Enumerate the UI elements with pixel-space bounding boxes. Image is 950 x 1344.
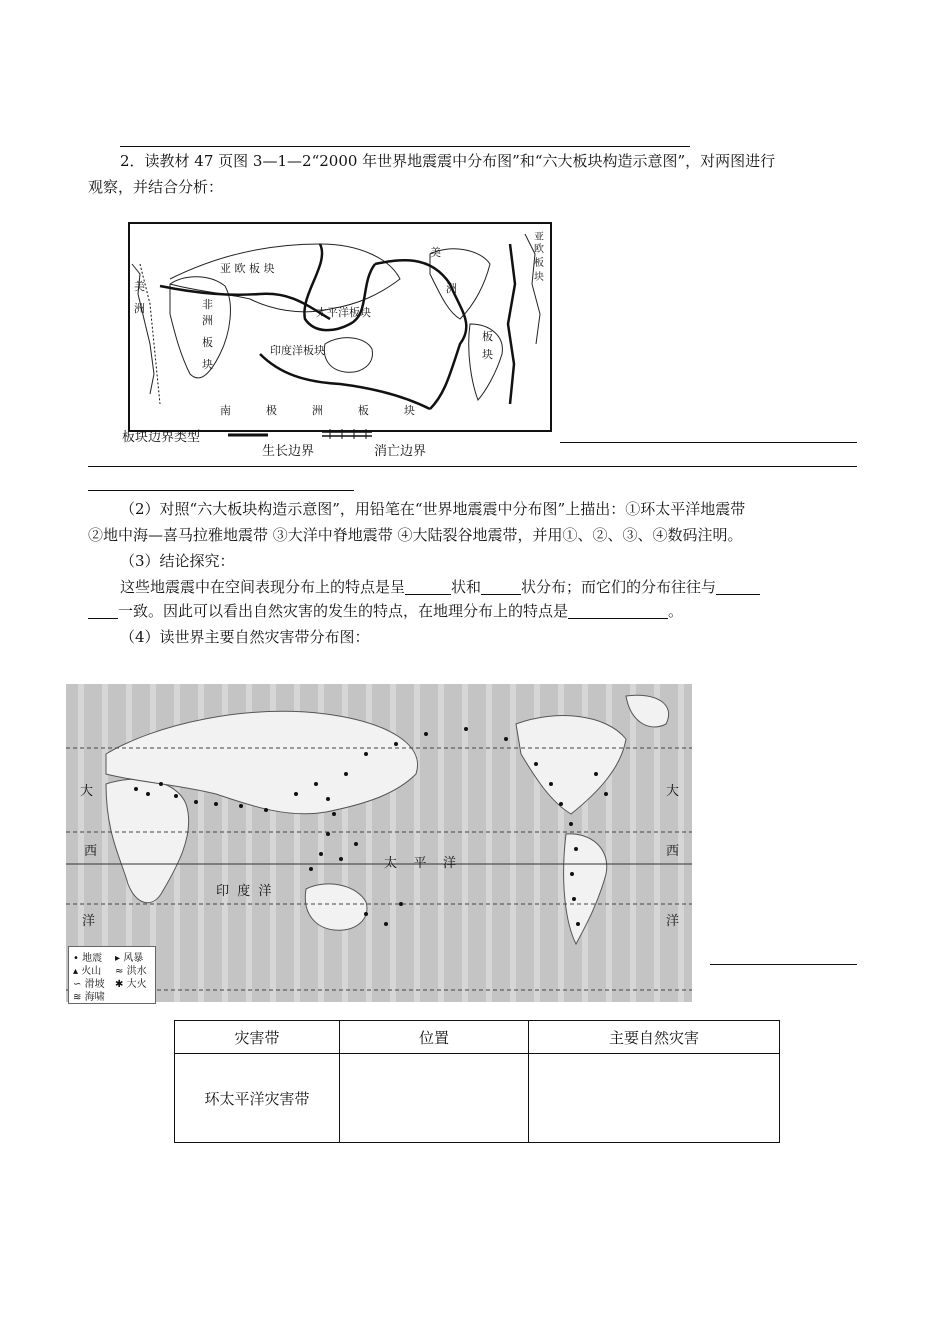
australia-outline — [324, 338, 372, 373]
label-america-plate-2: 块 — [482, 348, 493, 361]
hazard-belt-table — [174, 1020, 780, 1143]
label-africa-4: 块 — [202, 358, 213, 371]
question-2-line-2: 观察，并结合分析： — [88, 178, 224, 196]
part-3-sentence-2 — [88, 598, 683, 624]
table-cell-location[interactable] — [340, 1054, 529, 1143]
label-pacific-ocean: 太 平 洋 — [384, 856, 457, 871]
label-america-right-1: 美 — [430, 246, 441, 259]
label-atlantic-left-3: 洋 — [82, 914, 96, 929]
label-indian-plate: 印度洋板块 — [270, 344, 325, 357]
part-3-text-2: 状和 — [451, 578, 482, 596]
answer-line-4 — [710, 964, 857, 965]
part-3-sentence-1 — [120, 574, 760, 600]
subduction-boundary-symbol — [322, 428, 372, 440]
answer-line-3 — [88, 490, 354, 491]
label-indian-ocean: 印 度 洋 — [216, 884, 272, 899]
top-answer-line — [120, 146, 690, 147]
legend-title: 板块边界类型 — [122, 430, 201, 445]
label-atlantic-right-1: 大 — [666, 784, 680, 799]
blank-2[interactable] — [481, 578, 521, 595]
plate-map-graphic — [130, 224, 550, 430]
part-3-text-5: 。 — [668, 602, 684, 620]
blank-5[interactable] — [568, 602, 668, 619]
blank-1[interactable] — [405, 578, 451, 595]
answer-line-1 — [560, 442, 857, 443]
boundary-atlantic-ridge — [508, 244, 515, 404]
legend-item-tsunami: ≋ 海啸 — [73, 992, 105, 1003]
table-header-location: 位置 — [340, 1021, 529, 1054]
label-africa-1: 非 — [202, 298, 213, 311]
label-atlantic-right-3: 洋 — [666, 914, 680, 929]
table-row — [175, 1054, 780, 1143]
label-eurasia-right-3: 板 — [534, 258, 544, 269]
label-eurasia-right-4: 块 — [534, 272, 544, 283]
part-4-title: （4）读世界主要自然灾害带分布图： — [120, 628, 370, 646]
part-3-text-1: 这些地震震中在空间表现分布上的特点是呈 — [120, 578, 406, 596]
label-america-left-1: 美 — [134, 280, 145, 293]
label-atlantic-left-2: 西 — [84, 844, 98, 859]
label-america-right-2: 洲 — [446, 282, 457, 295]
legend-item-landslide: ∽ 滑坡 — [73, 979, 105, 990]
hazard-belt-map — [66, 684, 692, 1002]
table-header-belt: 灾害带 — [175, 1021, 340, 1054]
legend-item-flood: ≈ 洪水 — [115, 966, 147, 977]
blank-4[interactable] — [88, 602, 118, 619]
label-antarctic-plate: 南 极 洲 板 块 — [220, 404, 415, 417]
plate-tectonics-map — [128, 222, 552, 432]
label-africa-2: 洲 — [202, 314, 213, 327]
plate-boundary-legend — [122, 426, 542, 460]
legend-subduction-boundary: 消亡边界 — [374, 444, 427, 459]
part-3-title: （3）结论探究： — [120, 552, 235, 570]
legend-item-volcano: ▴ 火山 — [73, 966, 102, 977]
boundary-indian-antarctic — [260, 354, 430, 409]
label-america-plate-1: 板 — [482, 330, 493, 343]
label-eurasia-right-1: 亚 — [534, 232, 544, 243]
legend-item-earthquake: • 地震 — [73, 953, 103, 964]
legend-item-storm: ▸ 风暴 — [115, 953, 144, 964]
part-2-line-2: ②地中海—喜马拉雅地震带 ③大洋中脊地震带 ④大陆裂谷地震带，并用①、②、③、④数码注明。 — [88, 526, 743, 544]
legend-item-fire: ✱ 大火 — [115, 979, 147, 990]
legend-growth-boundary: 生长边界 — [262, 444, 315, 459]
blank-3[interactable] — [716, 578, 760, 595]
table-cell-belt: 环太平洋灾害带 — [175, 1054, 340, 1143]
table-header-row — [175, 1021, 780, 1054]
label-atlantic-right-2: 西 — [666, 844, 680, 859]
label-atlantic-left-1: 大 — [80, 784, 94, 799]
label-pacific-plate: 太平洋板块 — [316, 306, 371, 319]
question-2-line-1: 2．读教材 47 页图 3—1—2“2000 年世界地震震中分布图”和“六大板块构造示意图”，对两图进行 — [120, 152, 776, 170]
hazard-legend — [68, 946, 156, 1004]
part-3-text-3: 状分布；而它们的分布往往与 — [521, 578, 717, 596]
label-africa-3: 板 — [202, 336, 213, 349]
label-eurasia-right-2: 欧 — [534, 244, 544, 255]
part-2-line-1: （2）对照“六大板块构造示意图”，用铅笔在“世界地震震中分布图”上描出：①环太平洋地震带 — [120, 500, 746, 518]
growth-boundary-symbol — [228, 430, 268, 440]
label-america-left-2: 洲 — [134, 302, 145, 315]
answer-line-2 — [88, 466, 857, 467]
hazard-map-graphic — [66, 684, 692, 1002]
table-cell-hazards[interactable] — [529, 1054, 780, 1143]
label-eurasia-plate: 亚 欧 板 块 — [220, 262, 275, 275]
table-header-hazards: 主要自然灾害 — [529, 1021, 780, 1054]
part-3-text-4: 一致。因此可以看出自然灾害的发生的特点，在地理分布上的特点是 — [118, 602, 569, 620]
